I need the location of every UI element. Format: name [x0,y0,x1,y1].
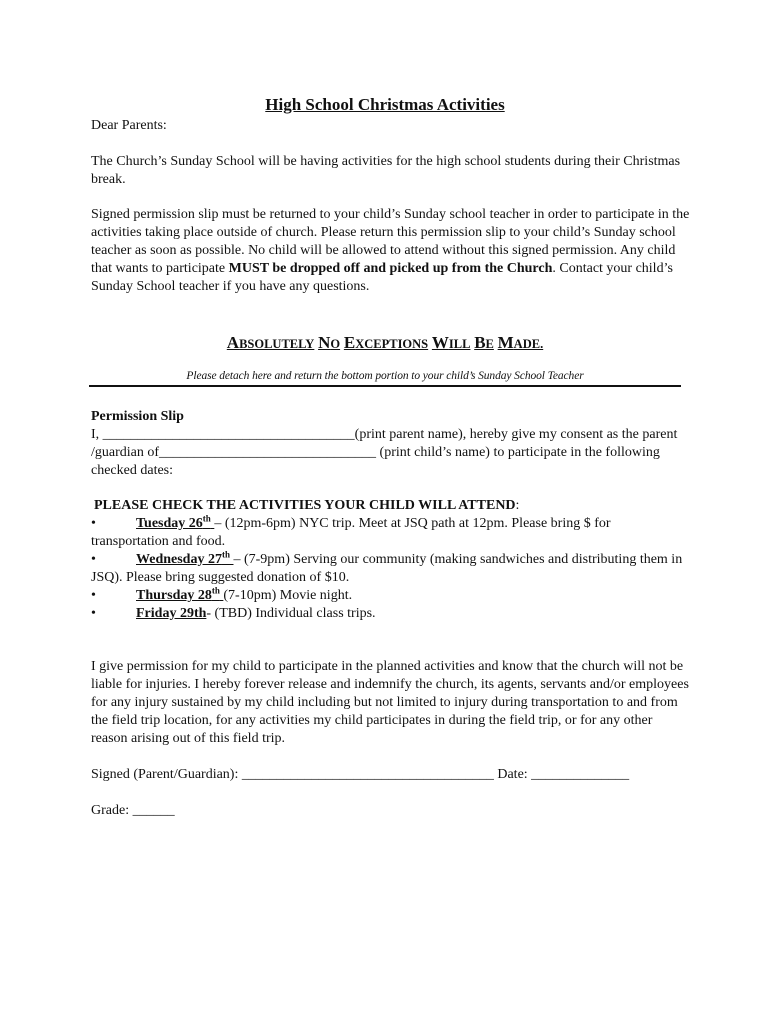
banner-word-3: EXCEPTIONS [343,333,429,352]
consent-text-end: (print child’s name) to participate in the following checked dates: [91,445,660,478]
instructions-text-2: . Contact your child’s Sunday School teacher if you have any questions. [91,261,673,294]
permission-slip-heading: Permission Slip [91,409,184,424]
activity-description: (7-10pm) Movie night. [223,588,353,603]
instructions-text-1: Signed permission slip must be returned to your child’s Sunday school teacher in order to participate in the activities taking place outside of church. Please return this permission slip to your child’s Sunday school teacher as soon as possible. No child will be allowed to attend without this signed permission. Any child that wants to participate [91,207,690,276]
activity-description: – (7-9pm) Serving our community (making sandwiches and distributing them in JSQ). Please bring suggested donation of $10. [91,552,683,585]
bullet: • [91,516,96,531]
page-title: High School Christmas Activities [265,95,505,114]
activity-day: Tuesday 26th [136,513,211,531]
activity-day: Thursday 28th [136,585,220,603]
bullet: • [91,606,96,621]
bullet: • [91,552,96,567]
detach-note: Please detach here and return the bottom portion to your child’s Sunday School Teacher [186,370,584,382]
intro-paragraph: The Church’s Sunday School will be having activities for the high school students during their Christmas break. [91,154,681,187]
no-exceptions-banner [0,333,770,353]
banner-word-2: NO [318,333,341,352]
activity-wednesday[interactable] [91,551,691,587]
activity-friday[interactable] [91,605,691,623]
bullet: • [91,588,96,603]
release-paragraph: I give permission for my child to participate in the planned activities and know that the church will not be liable for injuries. I hereby forever release and indemnify the church, its agents, servants and/or employees for any injury sustained by my child including but not limited to injury during transportation to and from the field trip location, for any activities my child participates in during the field trip, or for any other reason arising out of this field trip. [91,659,689,746]
signature-line[interactable]: Signed (Parent/Guardian): ____________________________________ Date: ______________ [91,767,630,782]
activity-description: – (12pm-6pm) NYC trip. Meet at JSQ path at 12pm. Please bring $ for transportation and food. [91,516,611,549]
activity-day: Wednesday 27th [136,549,230,567]
banner-word-1: ABSOLUTELY [226,333,315,352]
banner-word-5: BE [474,333,494,352]
activities-heading: PLEASE CHECK THE ACTIVITIES YOUR CHILD WILL ATTEND: [94,498,520,513]
activity-day: Friday 29th [136,606,207,621]
parent-name-line[interactable]: I, ____________________________________ [91,427,355,442]
detach-line [89,385,681,387]
banner-word-6: MADE. [497,333,544,352]
banner-word-4: WILL [431,333,471,352]
activity-tuesday[interactable] [91,515,691,551]
salutation: Dear Parents: [91,118,167,133]
consent-paragraph [91,426,691,480]
activity-description: - (TBD) Individual class trips. [206,606,376,621]
grade-line[interactable]: Grade: ______ [91,803,175,818]
activity-thursday[interactable] [91,587,691,605]
instructions-paragraph [91,206,691,296]
instructions-bold-text: MUST be dropped off and picked up from the Church [228,261,553,276]
consent-text: (print parent name), hereby give my consent as the parent /guardian of_______________________________ [91,427,678,460]
